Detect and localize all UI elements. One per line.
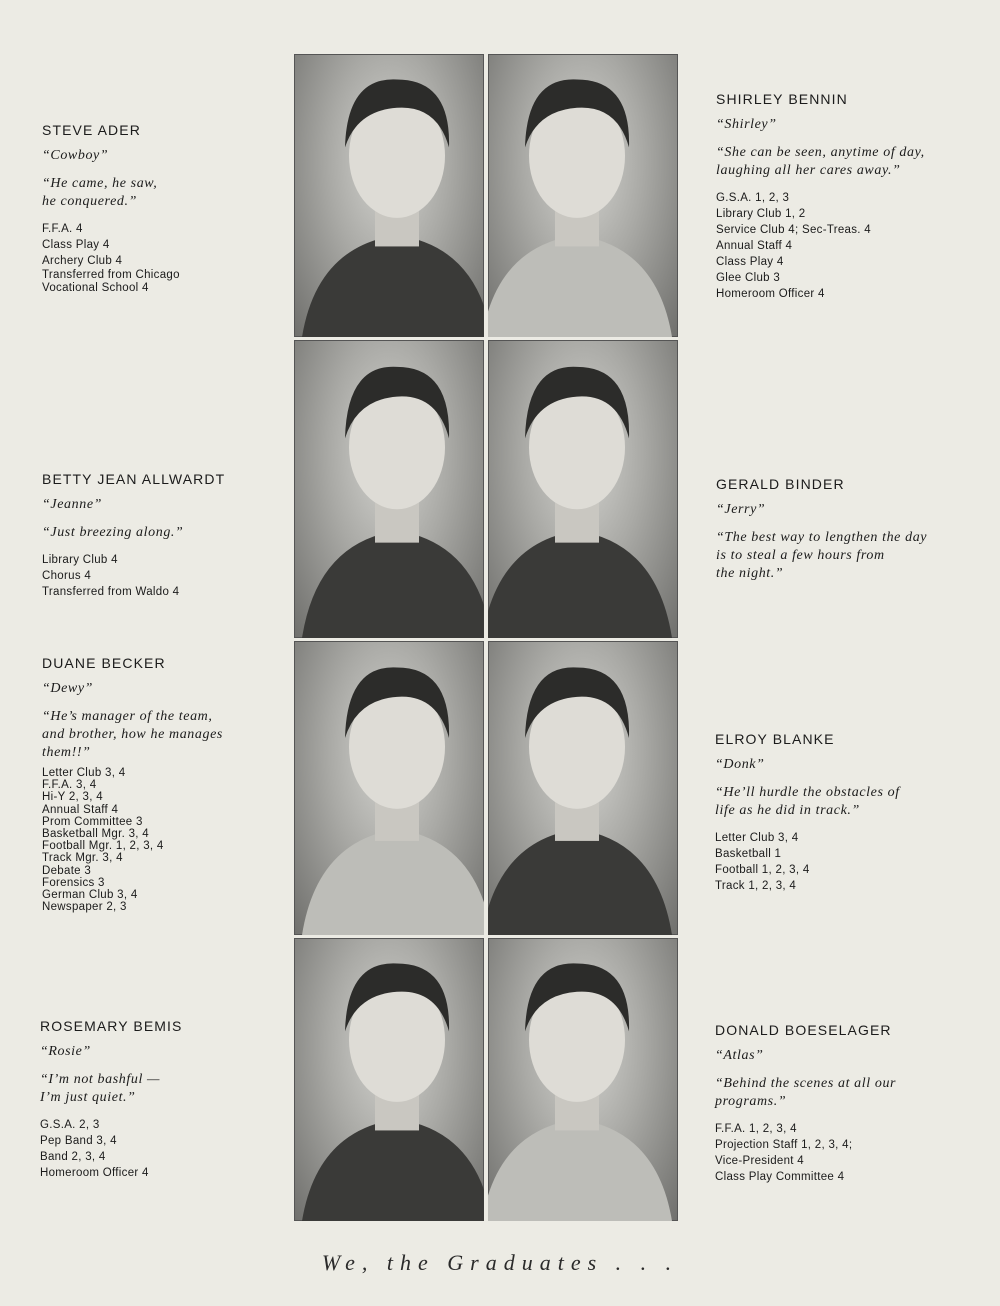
entry-elroy-blanke — [715, 731, 985, 894]
betty-jean-allwardt-photo — [294, 340, 484, 638]
activities-list — [40, 1117, 280, 1181]
activity-item: Class Play Committee 4 — [715, 1171, 845, 1183]
portrait-silhouette — [294, 340, 484, 638]
portrait-silhouette — [488, 340, 678, 638]
activity-item: Prom Committee 3 — [42, 815, 143, 828]
student-quote: “The best way to lengthen the day is to steal a few hours from the night.” — [716, 530, 928, 581]
activity-item: Annual Staff 4 — [42, 803, 119, 816]
portrait-shoulders — [488, 829, 672, 935]
activity-item: Forensics 3 — [42, 876, 105, 889]
donald-boeselager-photo — [488, 938, 678, 1221]
student-name: STEVE ADER — [42, 122, 141, 138]
entry-rosemary-bemis — [40, 1018, 280, 1181]
portrait-shoulders — [488, 235, 672, 337]
portrait-silhouette — [294, 54, 484, 337]
student-quote: “He came, he saw, he conquered.” — [42, 176, 158, 209]
portrait-silhouette — [294, 938, 484, 1221]
activity-item: Debate 3 — [42, 864, 92, 877]
activity-item: G.S.A. 2, 3 — [40, 1119, 100, 1131]
activity-item: Letter Club 3, 4 — [715, 832, 799, 844]
student-quote: “Behind the scenes at all our programs.” — [715, 1076, 897, 1109]
entry-betty-jean-allwardt — [42, 471, 282, 600]
activity-item: Basketball 1 — [715, 848, 782, 860]
portrait-silhouette — [488, 938, 678, 1221]
entry-gerald-binder — [716, 476, 986, 593]
gerald-binder-photo — [488, 340, 678, 638]
student-name: GERALD BINDER — [716, 476, 845, 492]
student-nickname: “Cowboy” — [42, 148, 109, 163]
activity-item: Service Club 4; Sec-Treas. 4 — [716, 224, 871, 236]
activity-item: G.S.A. 1, 2, 3 — [716, 192, 790, 204]
activity-item: Chorus 4 — [42, 570, 92, 582]
activity-item: Annual Staff 4 — [716, 240, 793, 252]
student-quote: “I’m not bashful — I’m just quiet.” — [40, 1072, 161, 1105]
activity-item: Library Club 4 — [42, 554, 118, 566]
activity-item: Football Mgr. 1, 2, 3, 4 — [42, 840, 164, 853]
activities-list — [715, 1121, 985, 1185]
rosemary-bemis-photo — [294, 938, 484, 1221]
activity-item: Basketball Mgr. 3, 4 — [42, 828, 149, 841]
activity-item: Class Play 4 — [716, 256, 784, 268]
portrait-shoulders — [302, 829, 484, 935]
activity-item: Class Play 4 — [42, 239, 110, 251]
activities-list — [716, 190, 986, 302]
student-name: DUANE BECKER — [42, 655, 166, 671]
activity-item: Homeroom Officer 4 — [40, 1167, 149, 1179]
activity-item: F.F.A. 1, 2, 3, 4 — [715, 1123, 797, 1135]
activity-item: Glee Club 3 — [716, 272, 781, 284]
student-nickname: “Atlas” — [715, 1048, 764, 1063]
activity-item: Track 1, 2, 3, 4 — [715, 880, 797, 892]
student-quote: “He’ll hurdle the obstacles of life as he did in track.” — [715, 785, 900, 818]
student-quote: “He’s manager of the team, and brother, how he manages them!!” — [42, 709, 223, 760]
student-quote: “She can be seen, anytime of day, laughing all her cares away.” — [716, 145, 925, 178]
activity-item: Transferred from Chicago Vocational School 4 — [42, 269, 180, 294]
activities-list — [42, 552, 282, 600]
activity-item: Transferred from Waldo 4 — [42, 586, 180, 598]
student-name: ROSEMARY BEMIS — [40, 1018, 183, 1034]
portrait-silhouette — [294, 641, 484, 935]
student-nickname: “Shirley” — [716, 117, 777, 132]
activity-item: Newspaper 2, 3 — [42, 901, 127, 914]
activity-item: F.F.A. 3, 4 — [42, 779, 97, 792]
activity-item: F.F.A. 4 — [42, 223, 83, 235]
activity-item: Band 2, 3, 4 — [40, 1151, 106, 1163]
activity-item: Pep Band 3, 4 — [40, 1135, 117, 1147]
activity-item: Archery Club 4 — [42, 255, 123, 267]
portrait-shoulders — [302, 1119, 484, 1221]
activities-list — [715, 830, 985, 894]
portrait-silhouette — [488, 54, 678, 337]
entry-shirley-bennin — [716, 91, 986, 302]
activity-item: Hi-Y 2, 3, 4 — [42, 791, 103, 804]
page-footer-caption: We, the Graduates . . . — [321, 1250, 679, 1275]
student-nickname: “Dewy” — [42, 681, 94, 696]
student-quote: “Just breezing along.” — [42, 525, 184, 540]
student-nickname: “Jerry” — [716, 502, 766, 517]
student-nickname: “Donk” — [715, 757, 765, 772]
activity-item: Projection Staff 1, 2, 3, 4; Vice-President 4 — [715, 1139, 853, 1167]
student-name: BETTY JEAN ALLWARDT — [42, 471, 226, 487]
student-name: SHIRLEY BENNIN — [716, 91, 848, 107]
entry-steve-ader — [42, 122, 282, 295]
duane-becker-photo — [294, 641, 484, 935]
portrait-silhouette — [488, 641, 678, 935]
activity-item: Football 1, 2, 3, 4 — [715, 864, 810, 876]
activity-item: Homeroom Officer 4 — [716, 288, 825, 300]
activity-item: Letter Club 3, 4 — [42, 767, 126, 779]
activities-list — [42, 221, 282, 295]
portrait-shoulders — [302, 235, 484, 337]
activities-list — [42, 767, 282, 913]
shirley-bennin-photo — [488, 54, 678, 337]
portrait-shoulders — [488, 531, 672, 638]
portrait-shoulders — [302, 531, 484, 638]
student-nickname: “Rosie” — [40, 1044, 91, 1059]
student-name: DONALD BOESELAGER — [715, 1022, 892, 1038]
entry-duane-becker — [42, 655, 282, 913]
activity-item: Library Club 1, 2 — [716, 208, 806, 220]
activity-item: Track Mgr. 3, 4 — [42, 852, 123, 865]
entry-donald-boeselager — [715, 1022, 985, 1185]
activity-item: German Club 3, 4 — [42, 889, 138, 902]
portrait-shoulders — [488, 1119, 672, 1221]
student-nickname: “Jeanne” — [42, 497, 103, 512]
steve-ader-photo — [294, 54, 484, 337]
student-name: ELROY BLANKE — [715, 731, 835, 747]
elroy-blanke-photo — [488, 641, 678, 935]
